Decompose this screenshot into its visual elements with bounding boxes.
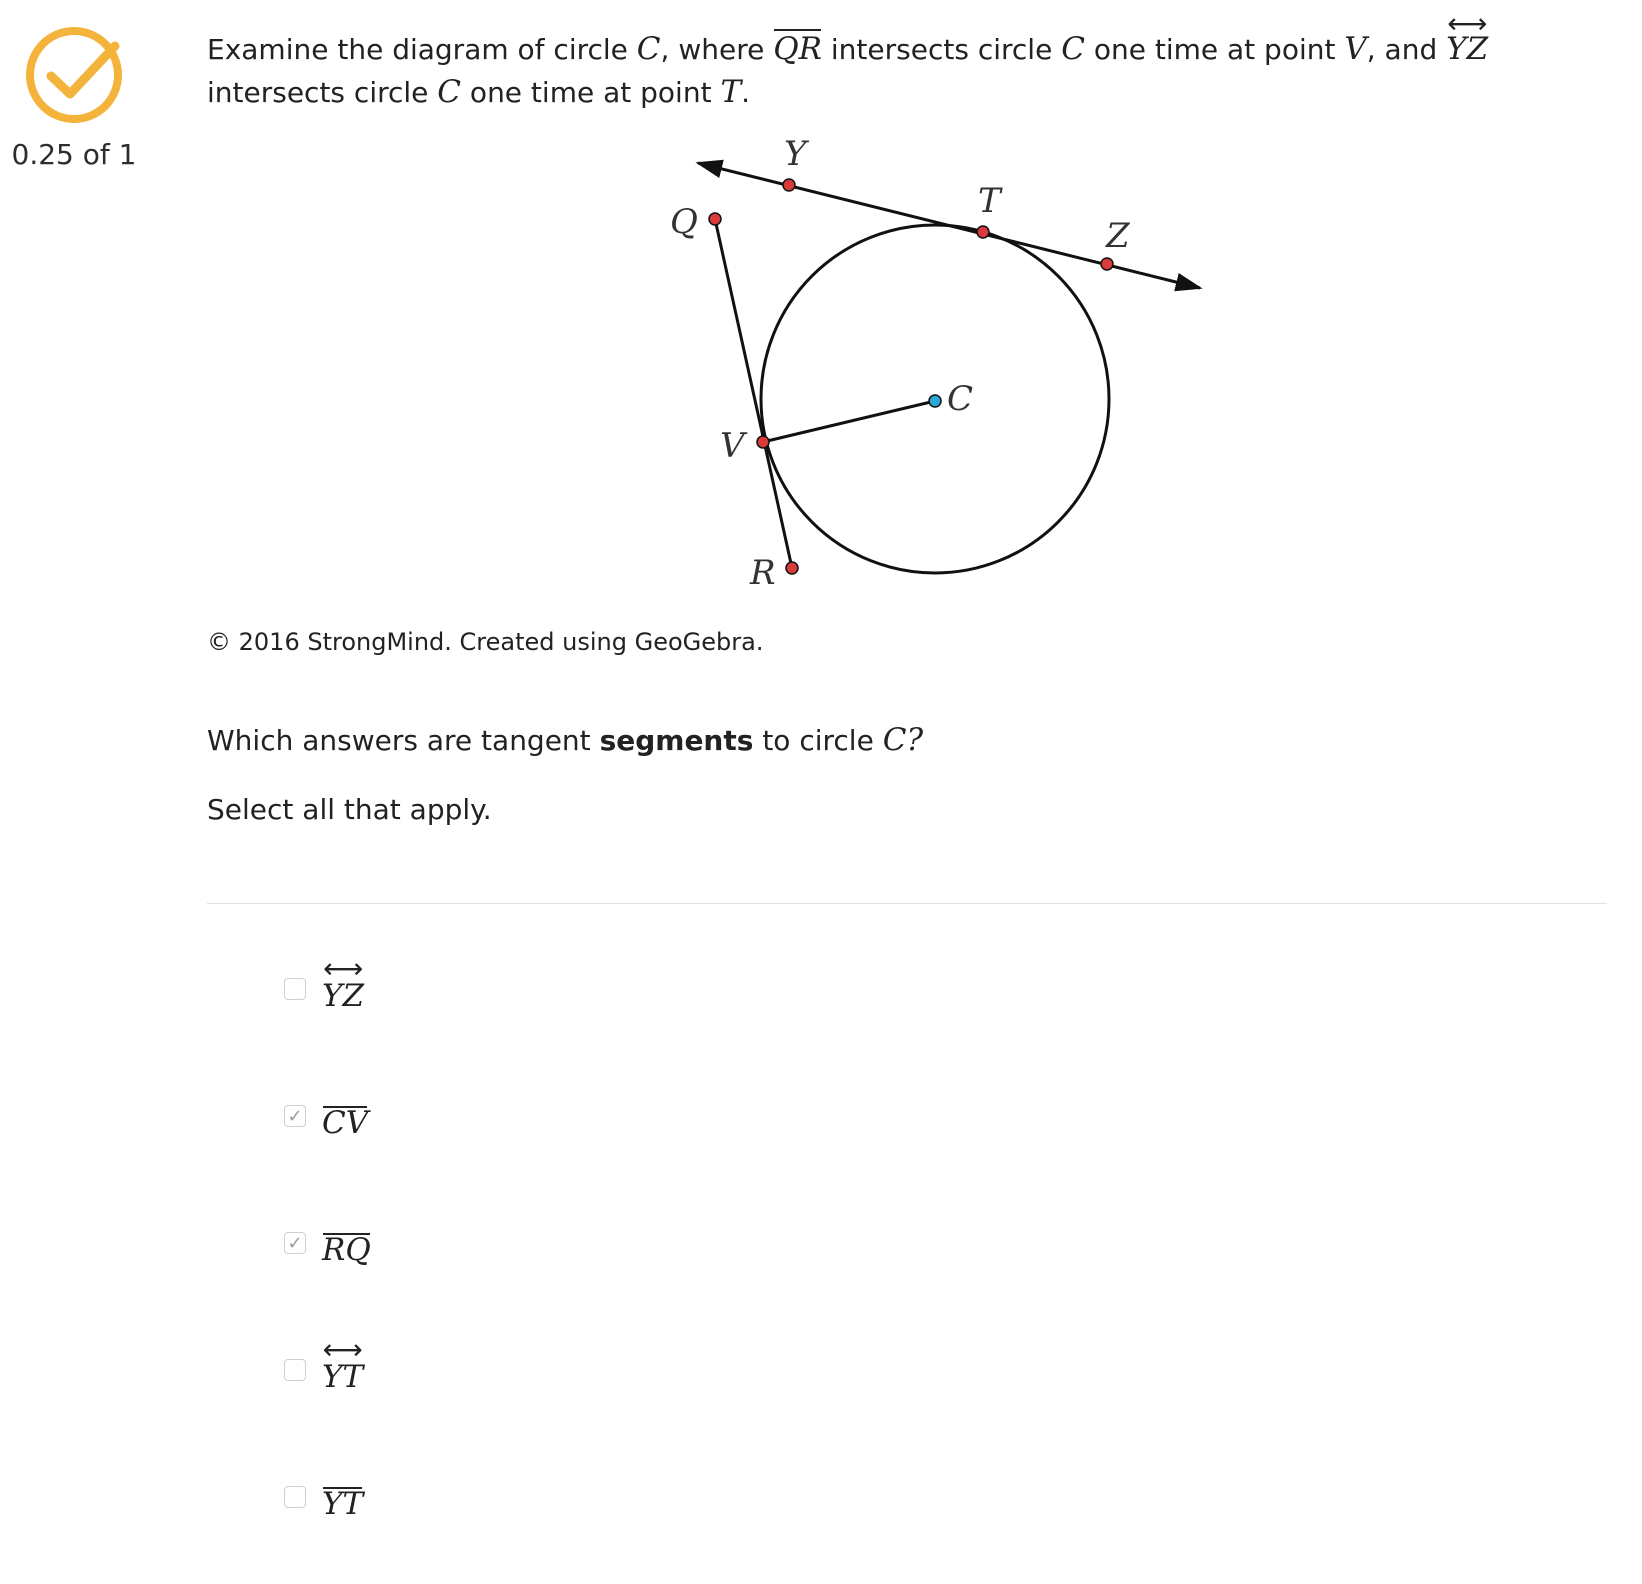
line-yz: ⟷ YZ xyxy=(1446,28,1488,71)
checkbox[interactable]: ✓ xyxy=(284,1105,306,1127)
math-c: C xyxy=(636,31,661,67)
point-c xyxy=(929,395,941,407)
prompt-text: . xyxy=(741,76,751,109)
point-t xyxy=(977,226,989,238)
option-label: ⟷ YT xyxy=(322,1359,363,1395)
prompt-text: intersects circle xyxy=(207,76,438,109)
prompt-text: , and xyxy=(1366,33,1447,66)
check-circle-icon xyxy=(23,24,125,126)
checkbox[interactable] xyxy=(284,1486,306,1508)
prompt-text: one time at point xyxy=(1084,33,1345,66)
prompt-text: Examine the diagram of circle xyxy=(207,33,637,66)
copyright-text: © 2016 StrongMind. Created using GeoGebra. xyxy=(207,628,764,656)
label-r: R xyxy=(750,553,776,593)
option-line-yz[interactable] xyxy=(284,970,704,1030)
question-end: ? xyxy=(906,722,924,758)
option-segment-yt[interactable] xyxy=(284,1478,704,1538)
checkbox[interactable]: ✓ xyxy=(284,1232,306,1254)
circle-diagram xyxy=(670,134,1230,605)
option-label: RQ xyxy=(322,1232,371,1268)
math-c: C xyxy=(882,722,907,758)
point-q xyxy=(709,213,721,225)
point-y xyxy=(783,179,795,191)
segment-cv xyxy=(763,401,935,442)
option-label: CV xyxy=(322,1105,369,1141)
segment-qr: QR xyxy=(773,28,822,71)
segment-qr xyxy=(715,219,792,568)
math-c: C xyxy=(437,74,462,110)
question-bold: segments xyxy=(599,724,754,757)
question-pre: Which answers are tangent xyxy=(207,724,600,757)
instruction-text: Select all that apply. xyxy=(207,793,492,826)
checkbox[interactable] xyxy=(284,978,306,1000)
question-prompt xyxy=(207,28,1567,114)
question-post: to circle xyxy=(753,724,883,757)
math-v: V xyxy=(1344,31,1367,67)
score-text: 0.25 of 1 xyxy=(11,138,137,171)
label-v: V xyxy=(720,426,745,466)
prompt-text: intersects circle xyxy=(822,33,1062,66)
label-c: C xyxy=(947,379,974,419)
question-text xyxy=(207,722,923,758)
label-t: T xyxy=(978,181,1001,221)
point-z xyxy=(1101,258,1113,270)
prompt-text: one time at point xyxy=(461,76,721,109)
option-segment-rq[interactable] xyxy=(284,1224,704,1284)
option-segment-cv[interactable] xyxy=(284,1097,704,1157)
label-y: Y xyxy=(784,134,807,174)
math-t: T xyxy=(720,74,742,110)
checkbox[interactable] xyxy=(284,1359,306,1381)
point-r xyxy=(786,562,798,574)
prompt-text: , where xyxy=(660,33,774,66)
label-q: Q xyxy=(670,202,698,242)
point-v xyxy=(757,436,769,448)
label-z: Z xyxy=(1106,216,1130,256)
option-label: ⟷ YZ xyxy=(322,978,364,1014)
option-label: YT xyxy=(322,1486,364,1522)
option-line-yt[interactable] xyxy=(284,1351,704,1411)
divider xyxy=(207,903,1607,904)
score-indicator xyxy=(0,24,148,171)
math-c: C xyxy=(1061,31,1085,67)
